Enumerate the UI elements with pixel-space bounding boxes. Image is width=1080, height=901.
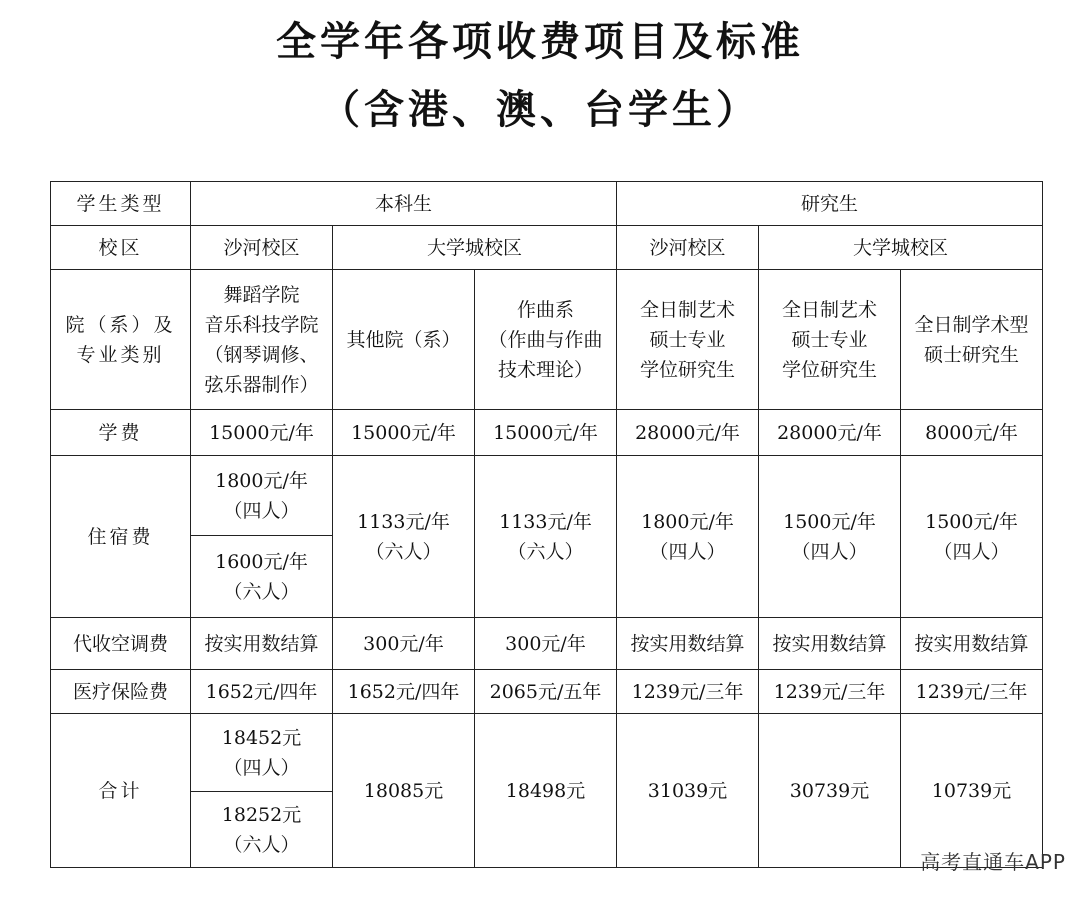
- header-undergrad: 本科生: [191, 182, 617, 226]
- ac-cell: 按实用数结算: [617, 618, 759, 670]
- insurance-cell: 1239元/三年: [901, 670, 1043, 714]
- dorm-cell: 1133元/年 （六人）: [333, 456, 475, 618]
- insurance-cell: 1652元/四年: [191, 670, 333, 714]
- row-label-total: 合计: [51, 714, 191, 868]
- total-cell: 18498元: [475, 714, 617, 868]
- row-label-insurance: 医疗保险费: [51, 670, 191, 714]
- watermark: 高考直通车APP: [920, 850, 1066, 874]
- ac-cell: 按实用数结算: [901, 618, 1043, 670]
- dept-cell: 其他院（系）: [333, 270, 475, 410]
- dorm-cell: 1500元/年 （四人）: [759, 456, 901, 618]
- row-label-campus: 校区: [51, 226, 191, 270]
- dorm-cell: 1800元/年 （四人）: [617, 456, 759, 618]
- tuition-cell: 15000元/年: [333, 410, 475, 456]
- dorm-cell: 1133元/年 （六人）: [475, 456, 617, 618]
- row-total: [51, 714, 1043, 792]
- dept-cell: 舞蹈学院 音乐科技学院 （钢琴调修、 弦乐器制作）: [191, 270, 333, 410]
- row-insurance: [51, 670, 1043, 714]
- page-title: 全学年各项收费项目及标准: [276, 18, 804, 65]
- tuition-cell: 28000元/年: [617, 410, 759, 456]
- row-label-department: 院（系）及 专业类别: [51, 270, 191, 410]
- row-student-type: [51, 182, 1043, 226]
- ac-cell: 300元/年: [333, 618, 475, 670]
- row-department: [51, 270, 1043, 410]
- total-cell: 18085元: [333, 714, 475, 868]
- campus-pg-daxuecheng: 大学城校区: [759, 226, 1043, 270]
- tuition-cell: 15000元/年: [191, 410, 333, 456]
- dept-cell: 全日制艺术 硕士专业 学位研究生: [617, 270, 759, 410]
- dept-cell: 全日制艺术 硕士专业 学位研究生: [759, 270, 901, 410]
- dorm-cell: 1600元/年 （六人）: [191, 536, 333, 618]
- total-cell: 18452元 （四人）: [191, 714, 333, 792]
- fee-table: [50, 181, 1043, 868]
- insurance-cell: 2065元/五年: [475, 670, 617, 714]
- tuition-cell: 8000元/年: [901, 410, 1043, 456]
- row-label-student-type: 学生类型: [51, 182, 191, 226]
- campus-ug-shahe: 沙河校区: [191, 226, 333, 270]
- total-cell: 30739元: [759, 714, 901, 868]
- row-campus: [51, 226, 1043, 270]
- campus-ug-daxuecheng: 大学城校区: [333, 226, 617, 270]
- insurance-cell: 1239元/三年: [617, 670, 759, 714]
- page-subtitle: （含港、澳、台学生）: [320, 86, 760, 133]
- ac-cell: 按实用数结算: [191, 618, 333, 670]
- dept-cell: 作曲系 （作曲与作曲 技术理论）: [475, 270, 617, 410]
- dept-cell: 全日制学术型 硕士研究生: [901, 270, 1043, 410]
- row-label-tuition: 学费: [51, 410, 191, 456]
- row-dorm: [51, 456, 1043, 536]
- tuition-cell: 15000元/年: [475, 410, 617, 456]
- ac-cell: 按实用数结算: [759, 618, 901, 670]
- total-cell: 10739元: [901, 714, 1043, 868]
- insurance-cell: 1239元/三年: [759, 670, 901, 714]
- total-cell: 31039元: [617, 714, 759, 868]
- tuition-cell: 28000元/年: [759, 410, 901, 456]
- total-cell: 18252元 （六人）: [191, 792, 333, 868]
- row-ac: [51, 618, 1043, 670]
- header-graduate: 研究生: [617, 182, 1043, 226]
- dorm-cell: 1800元/年 （四人）: [191, 456, 333, 536]
- row-tuition: [51, 410, 1043, 456]
- campus-pg-shahe: 沙河校区: [617, 226, 759, 270]
- dorm-cell: 1500元/年 （四人）: [901, 456, 1043, 618]
- ac-cell: 300元/年: [475, 618, 617, 670]
- row-label-dorm: 住宿费: [51, 456, 191, 618]
- insurance-cell: 1652元/四年: [333, 670, 475, 714]
- row-label-ac: 代收空调费: [51, 618, 191, 670]
